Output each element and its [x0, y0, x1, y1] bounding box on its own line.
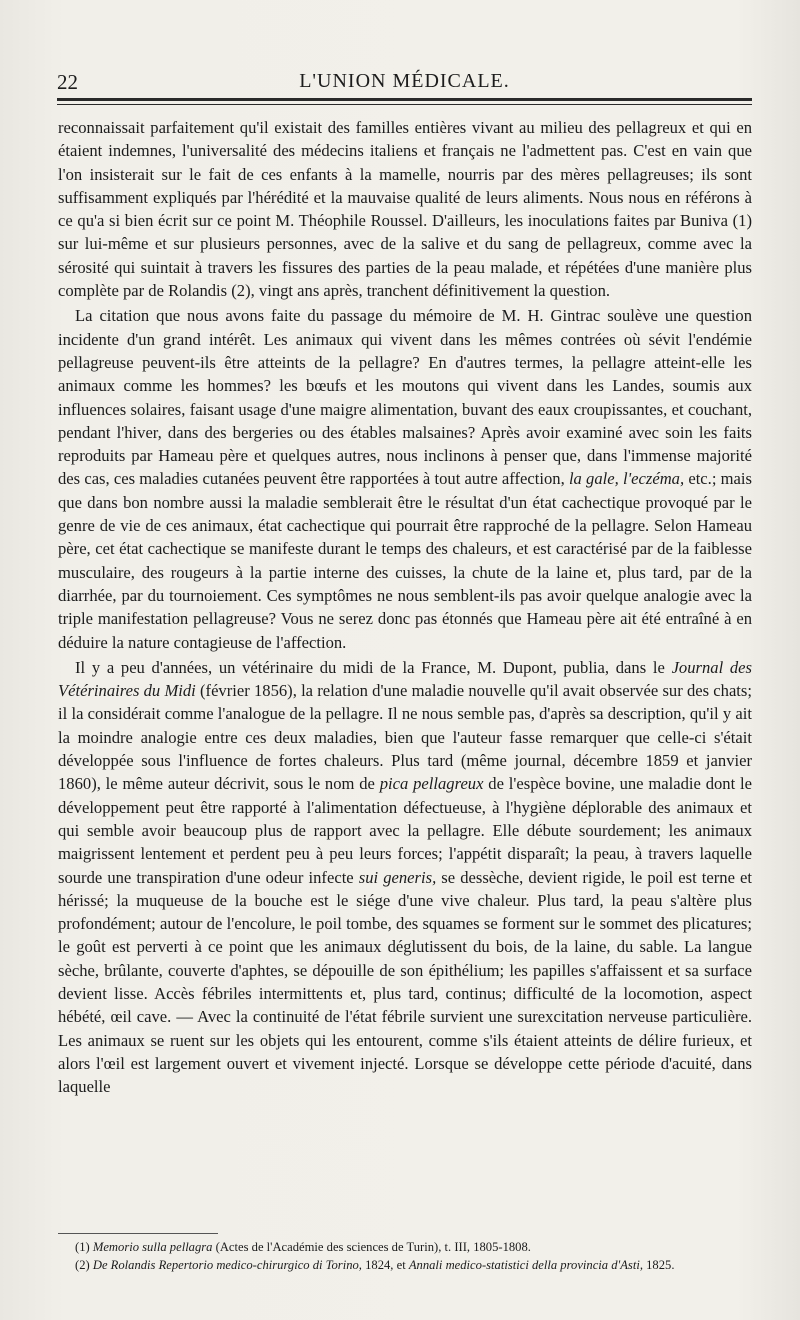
footnote — [58, 1238, 752, 1256]
page-header — [57, 70, 752, 96]
header-rule — [57, 98, 752, 101]
italic-text: pica pellagreux — [379, 774, 484, 794]
text-run: (2) — [75, 1258, 93, 1272]
italic-text: Memorio sulla pellagra — [92, 1240, 213, 1254]
footnote — [58, 1256, 752, 1274]
footnote-rule — [58, 1233, 218, 1234]
journal-title: L'UNION MÉDICALE. — [299, 70, 510, 92]
italic-text: sui generis, — [358, 867, 437, 887]
text-run: La citation que nous avons faite du passage du mémoire de M. H. Gintrac soulève une question incidente d'un grand intérêt. Les animaux qui vivent dans les mêmes contrées où sévit l'endémie pellagreuse peuvent-ils être atteints de la pellagre? En d'autres termes, la pellagre atteint-elle les animaux comme les hommes? les bœufs et les moutons qui vivent dans les Landes, soumis aux influences solaires, faisant usage d'une maigre alimentation, buvant des eaux croupissantes, et couchant, pendant l'hiver, dans des bergeries ou des étables malsaines? Après avoir examiné avec soin les faits reproduits par Hameau père et quelques autres, nous inclinons à penser que, dans l'immense majorité des cas, ces maladies cutanées peuvent être rapportées à tout autre affection, — [58, 306, 752, 489]
text-run: de l'espèce bovine, une maladie dont le développement peut être rapporté à l'alimentation défectueuse, à l'hygiène déplorable des animaux et qui semble avoir beaucoup plus de rapport avec la pellagre. Elle débute sourdement; les animaux maigrissent lentement et perdent peu à peu leurs forces; l'appétit disparaît; la peau, à travers laquelle sourde une transpiration d'une odeur infecte — [58, 774, 752, 887]
text-run: Il y a peu d'années, un vétérinaire du midi de la France, M. Dupont, publia, dans le — [75, 657, 672, 677]
page-number: 22 — [57, 70, 78, 94]
text-run: etc.; mais que dans bon nombre aussi la maladie semblerait être le résultat d'un état cachectique provoqué par le genre de vie de ces animaux, état cachectique qui pourrait être rapproché de la pellagre. Selon Hameau père, cet état cachectique se manifeste durant le temps des chaleurs, et est caractérisé par de la faiblesse musculaire, des rougeurs à la partie interne des cuisses, la chute de la laine et, plus tard, par de la diarrhée, par du tournoiement. Ces symptômes ne nous semblent-ils pas avoir quelque analogie avec la triple manifestation pellagreuse? Vous ne serez donc pas étonnés que Hameau père ait été entraîné à en déduire la nature contagieuse de l'affection. — [58, 469, 752, 652]
text-run: reconnaissait parfaitement qu'il existait des familles entières vivant au milieu des pellagreux et qui en étaient indemnes, l'universalité des médecins italiens et français ne l'admettent pas. C'est en vain que l'on insisterait sur le fait de ces enfants à la mamelle, nourris par des mères pellagreuses; ils sont suffisamment expliqués par l'hérédité et la mauvaise qualité de leurs aliments. Nous nous en référons à ce qu'a si bien écrit sur ce point M. Théophile Roussel. D'ailleurs, les inoculations faites par Buniva (1) sur lui-même et sur plusieurs personnes, avec de la salive et du sang de pellagreux, comme avec la sérosité qui suintait à travers les fissures des parties de la peau malade, et répétées d'une manière plus complète par de Rolandis (2), vingt ans après, tranchent définitivement la question. — [58, 118, 752, 301]
italic-text: Journal des Vétérinaires du Midi — [58, 657, 753, 701]
text-run: se dessèche, devient rigide, le poil est terne et hérissé; la muqueuse de la bouche est le siége d'une vive chaleur. Plus tard, la peau s'altère plus profondément; autour de l'encolure, le poil tombe, des squames se forment sur le sommet des plicatures; le goût est perverti à ce point que les animaux déglutissent du bois, de la laine, du sable. La langue sèche, brûlante, couverte d'aphtes, se dépouille de son épithélium; les papilles s'affaissent et sa surface devient lisse. Accès fébriles intermittents et, plus tard, continus; difficulté de la locomotion, aspect hébété, œil cave. — Avec la continuité de l'état fébrile survient une surexcitation nerveuse particulière. Les animaux se ruent sur les objets qui les entourent, comme s'ils étaient atteints de délire furieux, et alors l'œil est largement ouvert et vivement injecté. Lorsque se développe cette période d'acuité, dans laquelle — [58, 867, 752, 1097]
header-rule-thin — [57, 104, 752, 105]
article-body — [58, 116, 752, 1100]
paragraph — [58, 304, 752, 653]
footnotes — [58, 1238, 752, 1274]
text-run: 1824, et — [361, 1258, 409, 1272]
paragraph — [58, 656, 752, 1099]
italic-text: la gale, l'eczéma, — [568, 469, 685, 489]
italic-text: Annali medico-statistici della provincia d'Asti, — [408, 1258, 643, 1272]
text-run: (Actes de l'Académie des sciences de Turin), t. III, 1805-1808. — [212, 1240, 531, 1254]
paragraph — [58, 116, 752, 302]
text-run: 1825. — [642, 1258, 675, 1272]
text-run: (février 1856), la relation d'une maladie nouvelle qu'il avait observée sur des chats; il la considérait comme l'analogue de la pellagre. Il ne nous semble pas, d'après sa description, qu'il y ait la moindre analogie entre ces deux maladies, bien que l'auteur fasse remarquer que celle-ci s'était développée sous l'influence de fortes chaleurs. Plus tard (même journal, décembre 1859 et janvier 1860), le même auteur décrivit, sous le nom de — [58, 681, 752, 794]
text-run: (1) — [75, 1240, 93, 1254]
italic-text: De Rolandis Repertorio medico-chirurgico di Torino, — [92, 1258, 362, 1272]
